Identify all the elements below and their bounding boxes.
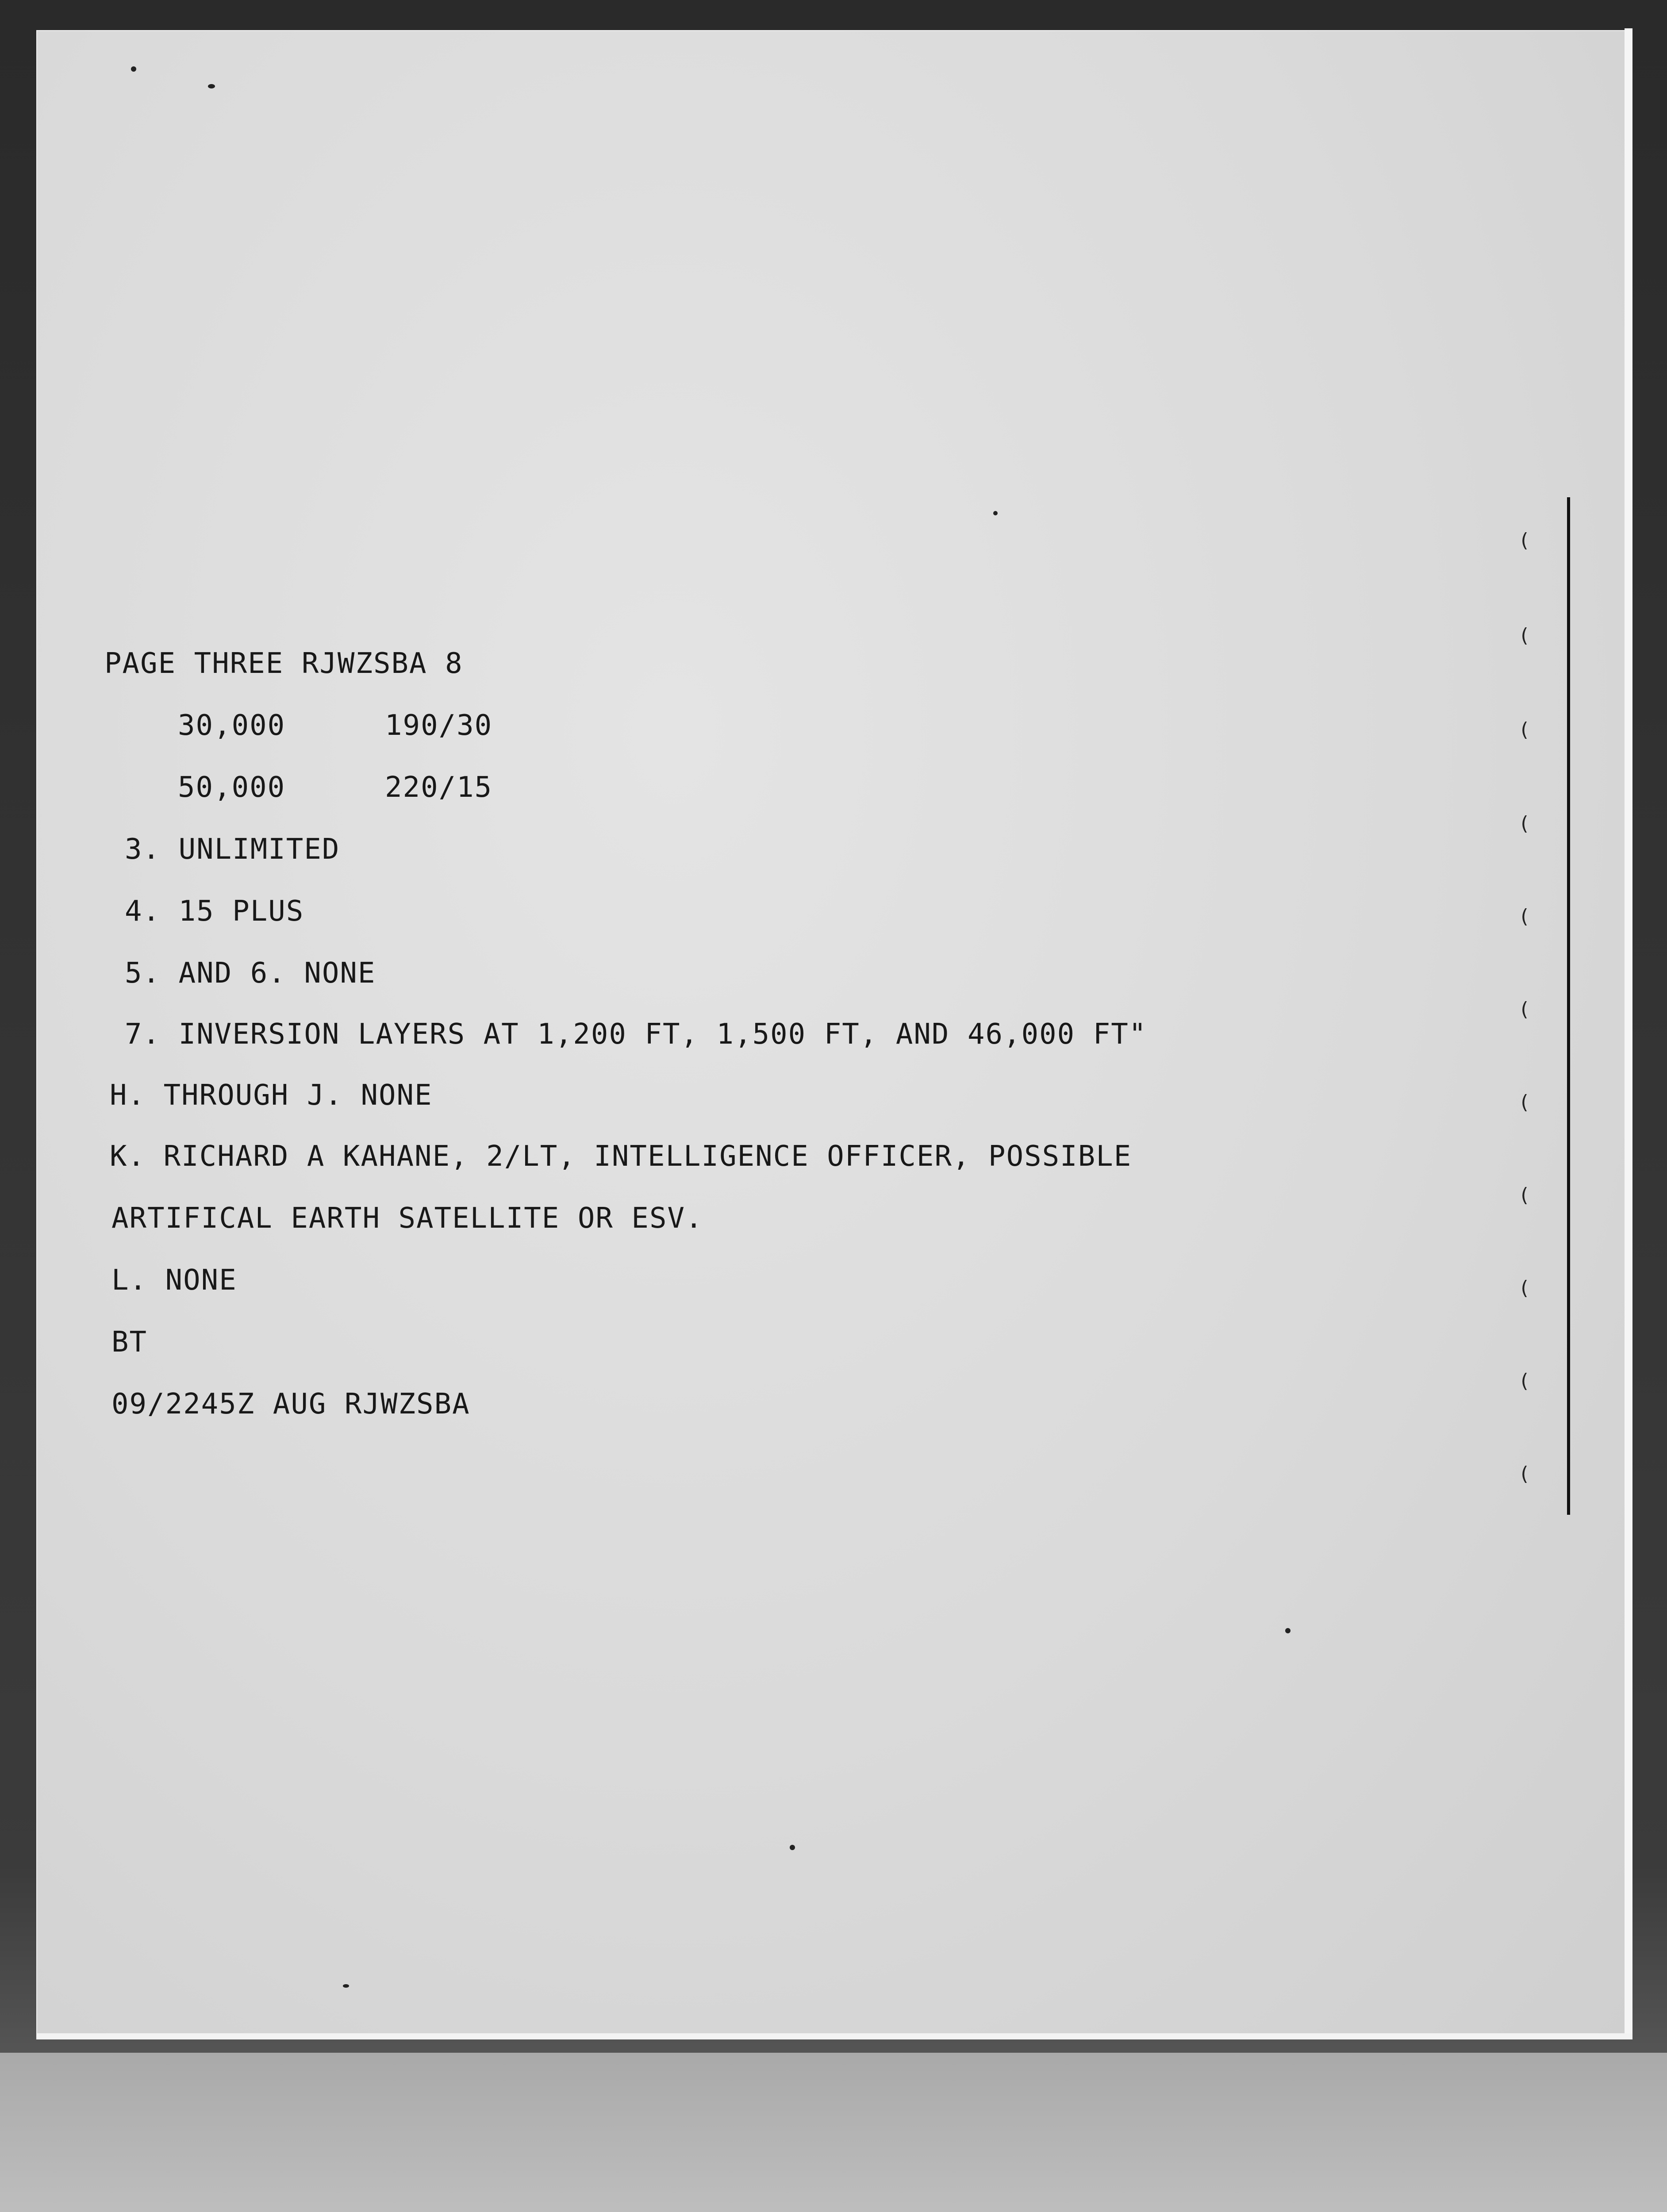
item-k-continued: ARTIFICAL EARTH SATELLITE OR ESV. <box>111 1202 703 1235</box>
wind-value: 220/15 <box>385 771 493 804</box>
margin-mark: ( <box>1518 905 1530 928</box>
date-time-group: 09/2245Z AUG RJWZSBA <box>111 1388 470 1421</box>
item-7: 7. INVERSION LAYERS AT 1,200 FT, 1,500 FT, AND 46,000 FT" <box>125 1018 1147 1051</box>
page-header: PAGE THREE RJWZSBA 8 <box>104 647 463 680</box>
dust-speck <box>131 66 136 72</box>
sheet-edge-bottom <box>36 2033 1632 2039</box>
margin-mark: ( <box>1518 1370 1530 1392</box>
item-h-j: H. THROUGH J. NONE <box>110 1079 433 1112</box>
wind-altitude: 50,000 <box>178 771 286 804</box>
item-k: K. RICHARD A KAHANE, 2/LT, INTELLIGENCE OFFICER, POSSIBLE <box>110 1140 1132 1173</box>
dust-speck <box>790 1845 795 1850</box>
item-l: L. NONE <box>111 1264 237 1297</box>
wind-value: 190/30 <box>385 709 493 742</box>
margin-mark: ( <box>1518 1184 1530 1206</box>
margin-mark: ( <box>1518 998 1530 1021</box>
dust-speck <box>208 84 215 88</box>
margin-mark: ( <box>1518 529 1530 552</box>
margin-mark: ( <box>1518 1277 1530 1299</box>
margin-mark: ( <box>1518 812 1530 835</box>
dust-speck <box>993 511 998 515</box>
margin-mark: ( <box>1518 718 1530 741</box>
margin-mark: ( <box>1518 624 1530 647</box>
margin-mark: ( <box>1518 1091 1530 1114</box>
copy-stand-board <box>0 2053 1667 2212</box>
item-3: 3. UNLIMITED <box>125 833 340 866</box>
dust-speck <box>343 1984 349 1988</box>
margin-mark: ( <box>1518 1463 1530 1485</box>
item-5-6: 5. AND 6. NONE <box>125 957 376 990</box>
item-4: 4. 15 PLUS <box>125 895 304 928</box>
margin-rule-line <box>1567 497 1570 1515</box>
break-marker: BT <box>111 1326 148 1359</box>
sheet-edge-right <box>1625 28 1632 2039</box>
dust-speck <box>1285 1628 1291 1633</box>
wind-altitude: 30,000 <box>178 709 286 742</box>
